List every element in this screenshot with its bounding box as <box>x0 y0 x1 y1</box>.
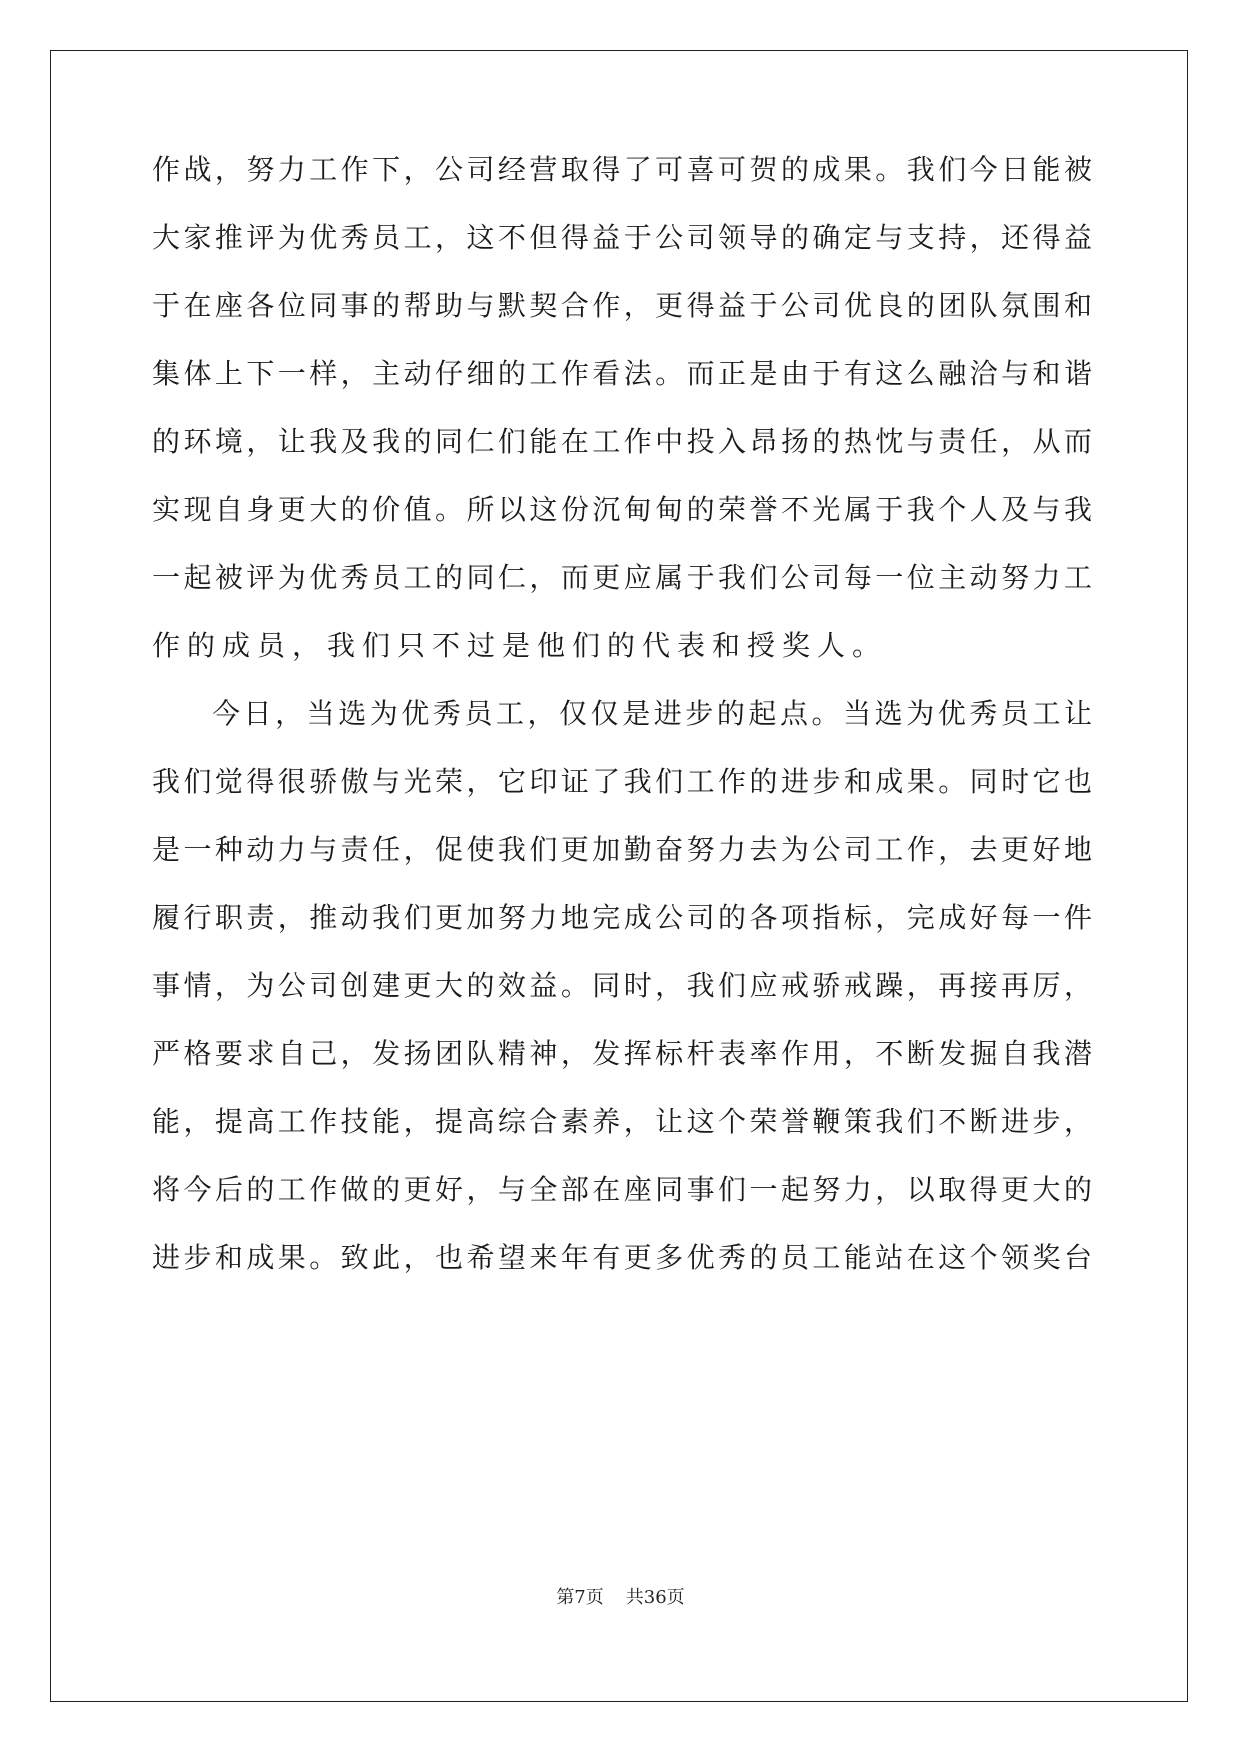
total-pages: 共36页 <box>625 1587 685 1608</box>
paragraph-line: 我们觉得很骄傲与光荣，它印证了我们工作的进步和成果。同时它也 <box>152 765 1092 798</box>
page-number: 第7页 <box>556 1587 604 1608</box>
paragraph-line: 今日，当选为优秀员工，仅仅是进步的起点。当选为优秀员工让 <box>212 697 1092 730</box>
paragraph-line: 是一种动力与责任，促使我们更加勤奋努力去为公司工作，去更好地 <box>152 833 1092 866</box>
paragraph-line: 进步和成果。致此，也希望来年有更多优秀的员工能站在这个领奖台 <box>152 1241 1092 1274</box>
paragraph-line: 将今后的工作做的更好，与全部在座同事们一起努力，以取得更大的 <box>152 1173 1092 1206</box>
paragraph-line: 于在座各位同事的帮助与默契合作，更得益于公司优良的团队氛围和 <box>152 289 1092 322</box>
paragraph-line: 能，提高工作技能，提高综合素养，让这个荣誉鞭策我们不断进步， <box>152 1105 1092 1138</box>
paragraph-line: 的环境，让我及我的同仁们能在工作中投入昂扬的热忱与责任，从而 <box>152 425 1092 458</box>
paragraph-line: 事情，为公司创建更大的效益。同时，我们应戒骄戒躁，再接再厉， <box>152 969 1092 1002</box>
paragraph-line: 大家推评为优秀员工，这不但得益于公司领导的确定与支持，还得益 <box>152 221 1092 254</box>
paragraph-line: 作的成员，我们只不过是他们的代表和授奖人。 <box>152 629 888 662</box>
paragraph-line: 一起被评为优秀员工的同仁，而更应属于我们公司每一位主动努力工 <box>152 561 1092 594</box>
paragraph-line: 作战，努力工作下，公司经营取得了可喜可贺的成果。我们今日能被 <box>152 153 1092 186</box>
page-footer <box>0 1583 1241 1609</box>
paragraph-line: 集体上下一样，主动仔细的工作看法。而正是由于有这么融洽与和谐 <box>152 357 1092 390</box>
paragraph-line: 履行职责，推动我们更加努力地完成公司的各项指标，完成好每一件 <box>152 901 1092 934</box>
paragraph-line: 严格要求自己，发扬团队精神，发挥标杆表率作用，不断发掘自我潜 <box>152 1037 1092 1070</box>
paragraph-line: 实现自身更大的价值。所以这份沉甸甸的荣誉不光属于我个人及与我 <box>152 493 1092 526</box>
